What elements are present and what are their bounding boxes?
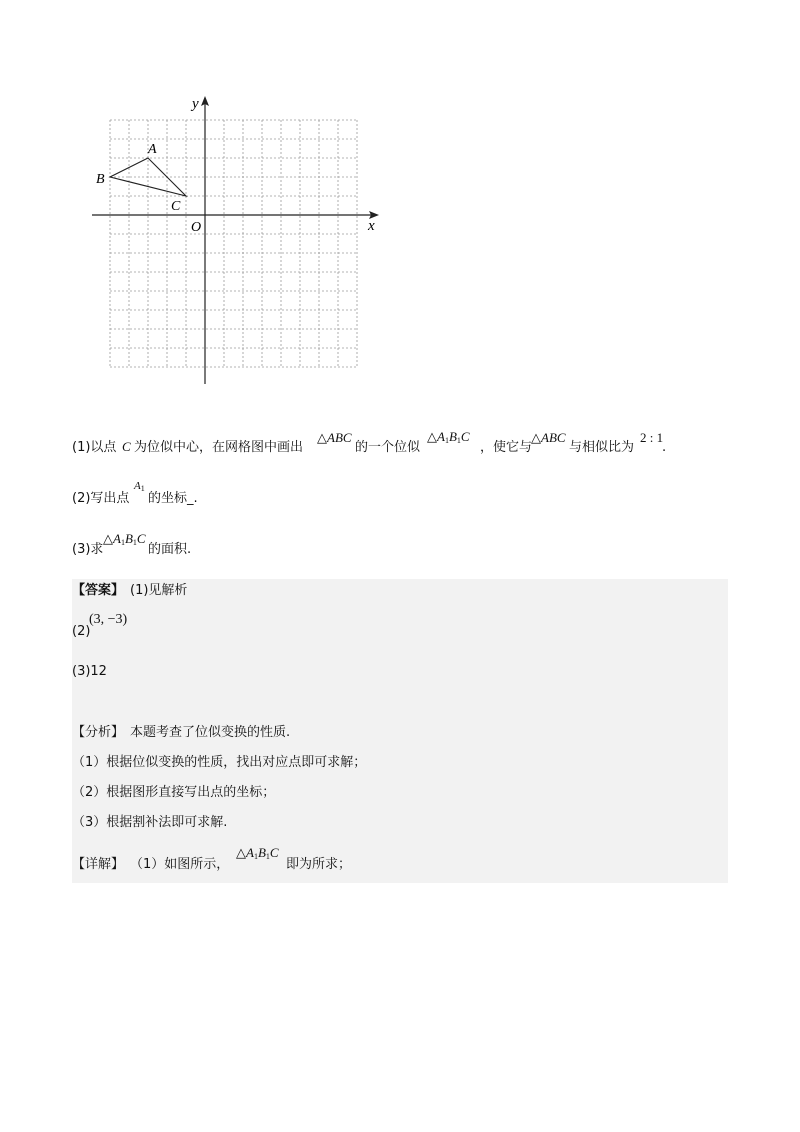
answer-2-prefix: (2) — [72, 624, 91, 639]
answer-label: 【答案】 — [72, 583, 125, 598]
detail-text-2: 即为所求； — [286, 857, 352, 872]
q2-text-1: (2)写出点 — [72, 491, 130, 506]
y-axis-label: y — [192, 96, 199, 112]
answer-2-value: (3, −3) — [89, 612, 128, 627]
q3-triangle-a1b1c: $\triangle A_1B_1C$ — [103, 531, 146, 547]
answer-3: (3)12 — [72, 664, 107, 679]
q1-text-2: 为位似中心，在网格图中画出 — [134, 440, 304, 455]
q1-point-c: C — [122, 439, 131, 454]
analysis-step-2: （2）根据图形直接写出点的坐标； — [72, 785, 276, 800]
q3-text-1: (3)求 — [72, 542, 104, 557]
grid-lines — [110, 120, 357, 367]
q1-text-4: ，使它与 — [480, 440, 533, 455]
q1-ratio: 2 : 1 — [640, 430, 664, 445]
q1-text-5: 与相似比为 — [569, 440, 635, 455]
x-axis-label: x — [368, 218, 375, 234]
q1-triangle-a1b1c: $\triangle A_1B_1C$ — [427, 429, 470, 445]
q1-triangle-abc: △ABC — [317, 430, 352, 445]
detail-label: 【详解】 — [72, 857, 125, 872]
answer-1: (1)见解析 — [130, 583, 188, 598]
detail-triangle-a1b1c: $\triangle A_1B_1C$ — [236, 845, 279, 861]
q1-triangle-abc-2: △ABC — [531, 430, 566, 445]
q1-text-6: . — [662, 440, 667, 455]
q1-text-1: (1)以点 — [72, 440, 117, 455]
analysis-label: 【分析】 — [72, 725, 125, 740]
q3-text-2: 的面积. — [148, 542, 192, 557]
origin-label: O — [191, 220, 202, 235]
detail-text-1: （1）如图所示， — [130, 857, 230, 872]
point-c-label: C — [171, 199, 181, 214]
coordinate-grid-figure — [88, 92, 388, 392]
analysis-step-3: （3）根据割补法即可求解. — [72, 815, 228, 830]
analysis-intro: 本题考查了位似变换的性质. — [130, 725, 291, 740]
point-a-label: A — [148, 142, 157, 157]
q1-text-3: 的一个位似 — [355, 440, 421, 455]
q2-text-2: 的坐标_. — [148, 491, 198, 506]
q2-point-a1: $A_1$ — [134, 480, 145, 493]
analysis-step-1: （1）根据位似变换的性质，找出对应点即可求解； — [72, 755, 367, 770]
point-b-label: B — [96, 172, 105, 187]
